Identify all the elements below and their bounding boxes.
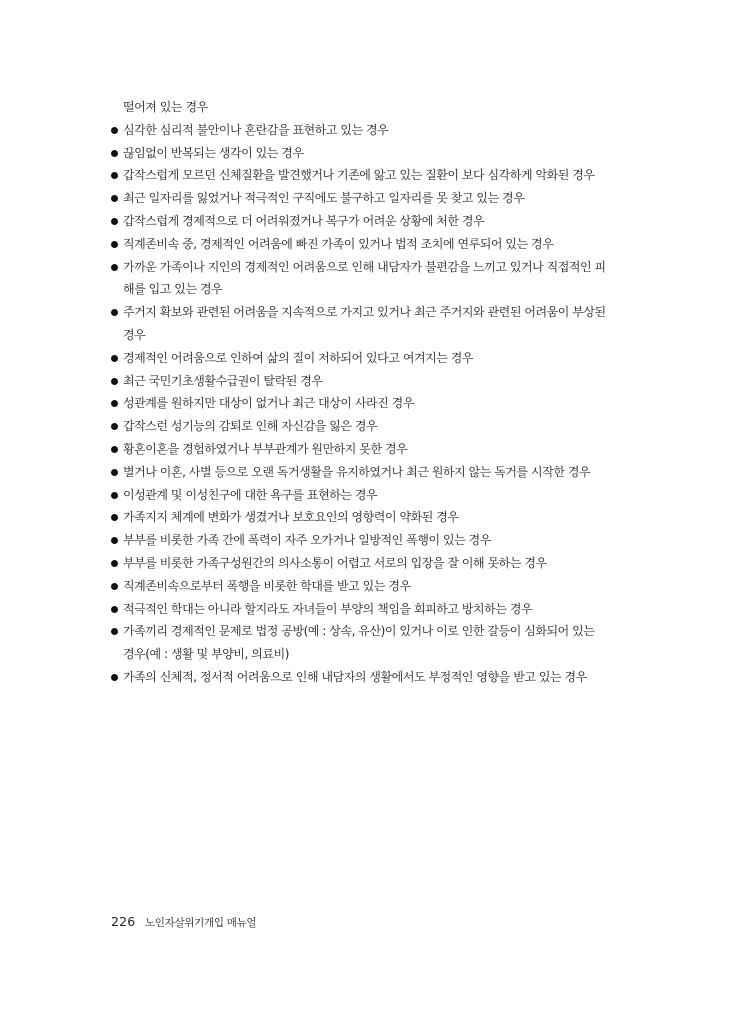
continuation-line	[111, 96, 641, 119]
bullet-item	[111, 142, 641, 165]
line-text: 적극적인 학대는 아니라 할지라도 자녀들이 부양의 책임을 회피하고 방치하는 경우	[123, 601, 533, 616]
line-text: 경우(예 : 생활 및 부양비, 의료비)	[123, 647, 289, 662]
bullet-item	[111, 415, 641, 438]
bullet-item	[111, 187, 641, 210]
bullet-item	[111, 552, 641, 575]
bullet-item	[111, 484, 641, 507]
bullet-dot-icon	[111, 446, 118, 453]
bullet-item	[111, 575, 641, 598]
line-text: 가족의 신체적, 정서적 어려움으로 인해 내담자의 생활에서도 부정적인 영향을 받고 있는 경우	[123, 669, 587, 684]
bullet-item	[111, 347, 641, 370]
line-text: 황혼이혼을 경험하였거나 부부관계가 원만하지 못한 경우	[123, 441, 408, 456]
line-text: 이성관계 및 이성친구에 대한 욕구를 표현하는 경우	[123, 487, 378, 502]
continuation-line	[111, 643, 641, 666]
bullet-item	[111, 506, 641, 529]
line-text: 주거지 확보와 관련된 어려움을 지속적으로 가지고 있거나 최근 주거지와 관련된 어려움이 부상된	[123, 305, 606, 320]
bullet-item	[111, 620, 641, 643]
line-text: 부부를 비롯한 가족구성원간의 의사소통이 어렵고 서로의 입장을 잘 이해 못하는 경우	[123, 555, 547, 570]
line-text: 최근 일자리를 잃었거나 적극적인 구직에도 불구하고 일자리를 못 찾고 있는 경우	[123, 191, 525, 206]
line-text: 갑작스럽게 경제적으로 더 어려워졌거나 복구가 어려운 상황에 처한 경우	[123, 213, 485, 228]
bullet-item	[111, 666, 641, 689]
bullet-dot-icon	[111, 469, 118, 476]
bullet-dot-icon	[111, 492, 118, 499]
bullet-dot-icon	[111, 127, 118, 134]
line-text: 가까운 가족이나 지인의 경제적인 어려움으로 인해 내담자가 불편감을 느끼고 있거나 직접적인 피	[123, 259, 606, 274]
bullet-item	[111, 461, 641, 484]
bullet-dot-icon	[111, 583, 118, 590]
bullet-item	[111, 392, 641, 415]
bullet-item	[111, 210, 641, 233]
bullet-dot-icon	[111, 241, 118, 248]
line-text: 갑작스런 성기능의 감퇴로 인해 자신감을 잃은 경우	[123, 419, 378, 434]
bullet-item	[111, 370, 641, 393]
line-text: 부부를 비롯한 가족 간에 폭력이 자주 오가거나 일방적인 폭행이 있는 경우	[123, 533, 491, 548]
bullet-item	[111, 164, 641, 187]
bullet-item	[111, 438, 641, 461]
page-footer	[111, 914, 256, 930]
bullet-dot-icon	[111, 560, 118, 567]
line-text: 직계존비속 중, 경제적인 어려움에 빠진 가족이 있거나 법적 조치에 연루되어 있는 경우	[123, 236, 554, 251]
page-number: 226	[111, 914, 136, 929]
bullet-dot-icon	[111, 378, 118, 385]
bullet-dot-icon	[111, 264, 118, 271]
bullet-item	[111, 119, 641, 142]
line-text: 갑작스럽게 모르던 신체질환을 발견했거나 기존에 앓고 있는 질환이 보다 심각하게 악화된 경우	[123, 168, 595, 183]
continuation-line	[111, 278, 641, 301]
bullet-item	[111, 233, 641, 256]
bullet-dot-icon	[111, 218, 118, 225]
line-text: 성관계를 원하지만 대상이 없거나 최근 대상이 사라진 경우	[123, 396, 414, 411]
line-text: 별거나 이혼, 사별 등으로 오랜 독거생활을 유지하였거나 최근 원하지 않는 독거를 시작한 경우	[123, 464, 591, 479]
line-text: 심각한 심리적 불안이나 혼란감을 표현하고 있는 경우	[123, 122, 389, 137]
bullet-item	[111, 256, 641, 279]
line-text: 최근 국민기초생활수급권이 탈락된 경우	[123, 373, 323, 388]
bullet-dot-icon	[111, 150, 118, 157]
line-text: 떨어져 있는 경우	[123, 100, 208, 114]
document-body	[111, 96, 641, 689]
bullet-dot-icon	[111, 537, 118, 544]
bullet-dot-icon	[111, 674, 118, 681]
manual-title: 노인자살위기개입 매뉴얼	[144, 917, 257, 929]
continuation-line	[111, 324, 641, 347]
bullet-item	[111, 301, 641, 324]
bullet-dot-icon	[111, 172, 118, 179]
line-text: 가족끼리 경제적인 문제로 법정 공방(예 : 상속, 유산)이 있거나 이로 인한 갈등이 심화되어 있는	[123, 624, 595, 639]
bullet-dot-icon	[111, 355, 118, 362]
line-text: 해를 입고 있는 경우	[123, 282, 223, 297]
bullet-dot-icon	[111, 606, 118, 613]
bullet-dot-icon	[111, 309, 118, 316]
line-text: 가족지지 체계에 변화가 생겼거나 보호요인의 영향력이 약화된 경우	[123, 510, 459, 525]
line-text: 직계존비속으로부터 폭행을 비롯한 학대를 받고 있는 경우	[123, 578, 411, 593]
line-text: 경제적인 어려움으로 인하여 삶의 질이 저하되어 있다고 여겨지는 경우	[123, 350, 474, 365]
bullet-item	[111, 598, 641, 621]
bullet-dot-icon	[111, 423, 118, 430]
bullet-item	[111, 529, 641, 552]
bullet-dot-icon	[111, 195, 118, 202]
bullet-dot-icon	[111, 514, 118, 521]
bullet-dot-icon	[111, 628, 118, 635]
line-text: 끊임없이 반복되는 생각이 있는 경우	[123, 145, 304, 160]
bullet-dot-icon	[111, 400, 118, 407]
line-text: 경우	[123, 327, 146, 342]
